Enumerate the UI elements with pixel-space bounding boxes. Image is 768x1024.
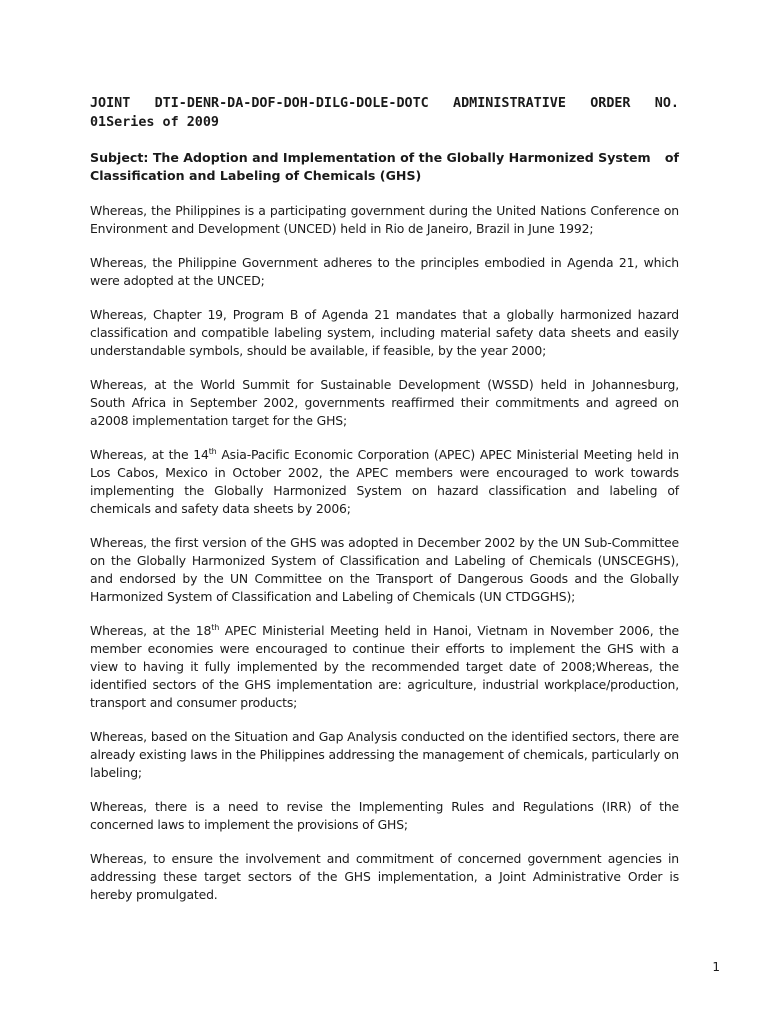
document-title: JOINT DTI-DENR-DA-DOF-DOH-DILG-DOLE-DOTC ADMINISTRATIVE ORDER NO. 01Series of 2009 [90,96,679,130]
paragraph-5-rest: Asia-Pacific Economic Corporation (APEC) APEC Ministerial Meeting held in Los Cabos, Mexico in October 2002, the APEC members were encouraged to work towards implementing the Globally Harmonized System on hazard classification and labeling of chemicals and safety data sheets by 2006; [90,447,680,516]
paragraph-10: Whereas, to ensure the involvement and commitment of concerned government agencies in addressing these target sectors of the GHS implementation, a Joint Administrative Order is hereby promulgated. [90,851,679,902]
subject-line-2: Classification and Labeling of Chemicals (GHS) [90,168,422,183]
paragraph-2: Whereas, the Philippine Government adheres to the principles embodied in Agenda 21, which were adopted at the UNCED; [90,255,679,288]
paragraph-1: Whereas, the Philippines is a participating government during the United Nations Conference on Environment and Development (UNCED) held in Rio de Janeiro, Brazil in June 1992; [90,203,679,236]
document-subject [90,149,679,185]
paragraph-7-start: Whereas, at the 18 [90,623,212,638]
paragraph-6: Whereas, the first version of the GHS was adopted in December 2002 by the UN Sub-Committee on the Globally Harmonized System of Classification and Labeling of Chemicals (UNSCEGHS), and endorsed by the UN Committee on the Transport of Dangerous Goods and the Globally Harmonized System of Classification and Labeling of Chemicals (UN CTDGGHS); [90,535,679,604]
paragraph-5-start: Whereas, at the 14 [90,447,209,462]
subject-of-word: of [664,150,679,165]
paragraph-5-superscript: th [208,446,217,456]
paragraph-5 [90,446,679,518]
paragraph-7-superscript: th [211,622,220,632]
paragraph-7 [90,622,679,712]
paragraph-4: Whereas, at the World Summit for Sustainable Development (WSSD) held in Johannesburg, South Africa in September 2002, governments reaffirmed their commitments and agreed on a2008 implementation target for the GHS; [90,377,679,428]
paragraph-8: Whereas, based on the Situation and Gap Analysis conducted on the identified sectors, there are already existing laws in the Philippines addressing the management of chemicals, particularly on labeling; [90,729,679,780]
subject-line-1: Subject: The Adoption and Implementation of the Globally Harmonized System [90,150,651,165]
paragraph-7-rest: APEC Ministerial Meeting held in Hanoi, Vietnam in November 2006, the member economies were encouraged to continue their efforts to implement the GHS with a view to having it fully implemented by the recommended target date of 2008;Whereas, the identified sectors of the GHS implementation are: agriculture, industrial workplace/production, transport and consumer products; [90,623,680,710]
paragraph-3: Whereas, Chapter 19, Program B of Agenda 21 mandates that a globally harmonized hazard classification and compatible labeling system, including material safety data sheets and easily understandable symbols, should be available, if feasible, by the year 2000; [90,307,679,358]
document-page [90,94,679,920]
paragraph-9: Whereas, there is a need to revise the Implementing Rules and Regulations (IRR) of the concerned laws to implement the provisions of GHS; [90,799,679,832]
page-number: 1 [712,960,720,974]
